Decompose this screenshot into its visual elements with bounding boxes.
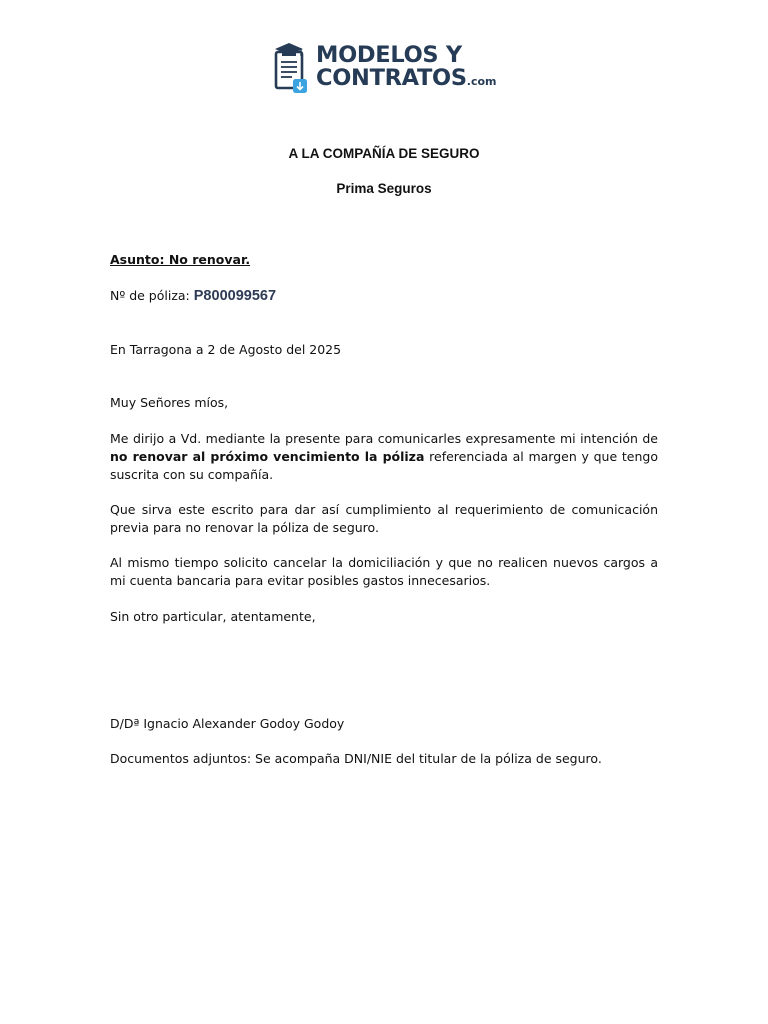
policy-number: P800099567 — [193, 288, 277, 304]
subject-label: Asunto: No renovar — [110, 252, 246, 267]
brand-logo — [272, 40, 502, 96]
body-paragraph-1-end: referenciada al margen y que tengo suscrita con su compañía. — [110, 449, 658, 482]
document-graduation-cap-icon — [272, 42, 312, 94]
logo-text-line2-main: CONTRATOS — [316, 65, 467, 91]
logo-text-suffix: .com — [466, 75, 497, 88]
policy-line — [110, 287, 658, 305]
logo-text-line1: MODELOS Y — [316, 42, 462, 68]
greeting: Muy Señores míos, — [110, 395, 229, 410]
body-paragraph-1-start: Me dirijo a Vd. mediante la presente para comunicarles expresamente mi intención de — [110, 431, 658, 446]
subject-line — [110, 251, 658, 269]
body-paragraph-1-emphasis: no renovar al próximo vencimiento la póliza — [110, 449, 425, 464]
recipient-line-1: A LA COMPAÑÍA DE SEGURO — [288, 146, 480, 161]
body-paragraph-3: Al mismo tiempo solicito cancelar la domiciliación y que no realicen nuevos cargos a mi cuenta bancaria para evitar posibles gastos innecesarios. — [110, 555, 658, 588]
subject-period: . — [245, 252, 251, 267]
recipient-line-2: Prima Seguros — [336, 181, 432, 196]
logo-text-line2 — [316, 66, 497, 94]
place-date: En Tarragona a 2 de Agosto del 2025 — [110, 342, 342, 357]
policy-label: Nº de póliza: — [110, 288, 190, 303]
body-paragraph-1 — [110, 430, 658, 484]
signatory: D/Dª Ignacio Alexander Godoy Godoy — [110, 716, 345, 731]
body-paragraph-2: Que sirva este escrito para dar así cumplimiento al requerimiento de comunicación previa para no renovar la póliza de seguro. — [110, 502, 658, 535]
attachments-note: Documentos adjuntos: Se acompaña DNI/NIE del titular de la póliza de seguro. — [110, 751, 602, 766]
closing: Sin otro particular, atentamente, — [110, 609, 316, 624]
